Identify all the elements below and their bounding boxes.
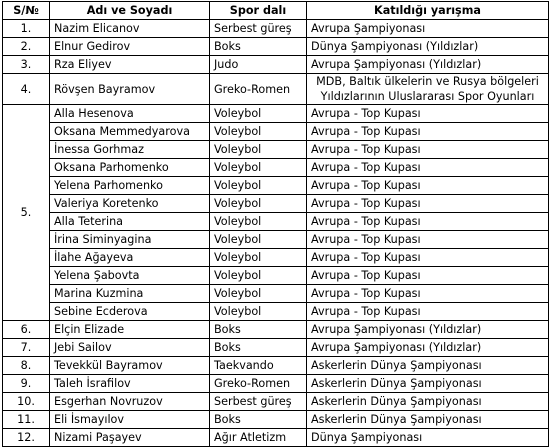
table-row <box>3 357 549 375</box>
athlete-name: Oksana Memmedyarova <box>50 123 210 141</box>
event-name: Dünya Şampiyonası <box>307 429 549 447</box>
sport-name: Voleybol <box>210 231 307 249</box>
athlete-name: Alla Hesenova <box>50 105 210 123</box>
event-name: Avrupa - Top Kupası <box>307 285 549 303</box>
sport-name: Voleybol <box>210 267 307 285</box>
athlete-name: Marina Kuzmina <box>50 285 210 303</box>
athletes-table <box>2 1 549 447</box>
event-name: Askerlerin Dünya Şampiyonası <box>307 357 549 375</box>
sport-name: Voleybol <box>210 249 307 267</box>
event-name: Avrupa Şampiyonası (Yıldızlar) <box>307 321 549 339</box>
athlete-name: Elçin Elizade <box>50 321 210 339</box>
row-number: 1. <box>3 20 50 38</box>
athlete-name: Rza Eliyev <box>50 56 210 74</box>
athlete-name: Alla Teterina <box>50 213 210 231</box>
event-name: Avrupa - Top Kupası <box>307 267 549 285</box>
row-number: 5. <box>3 105 50 321</box>
table-row <box>3 375 549 393</box>
event-name: Avrupa - Top Kupası <box>307 123 549 141</box>
event-name: Avrupa - Top Kupası <box>307 249 549 267</box>
table-row <box>3 213 549 231</box>
sport-name: Serbest güreş <box>210 20 307 38</box>
event-name: Avrupa - Top Kupası <box>307 159 549 177</box>
event-name: Avrupa - Top Kupası <box>307 177 549 195</box>
athlete-name: İrina Siminyagina <box>50 231 210 249</box>
table-row <box>3 177 549 195</box>
athlete-name: İnessa Gorhmaz <box>50 141 210 159</box>
athlete-name: Oksana Parhomenko <box>50 159 210 177</box>
sport-name: Judo <box>210 56 307 74</box>
event-name: Avrupa - Top Kupası <box>307 231 549 249</box>
sport-name: Ağır Atletizm <box>210 429 307 447</box>
sport-name: Voleybol <box>210 177 307 195</box>
athlete-name: Elnur Gedirov <box>50 38 210 56</box>
sport-name: Boks <box>210 321 307 339</box>
event-name: Avrupa - Top Kupası <box>307 195 549 213</box>
table-row <box>3 20 549 38</box>
table-row <box>3 267 549 285</box>
row-number: 6. <box>3 321 50 339</box>
athlete-name: Taleh İsrafilov <box>50 375 210 393</box>
athlete-name: Sebine Ecderova <box>50 303 210 321</box>
sport-name: Voleybol <box>210 159 307 177</box>
header-event: Katıldığı yarışma <box>307 2 549 20</box>
row-number: 3. <box>3 56 50 74</box>
table-row <box>3 38 549 56</box>
event-name: Dünya Şampiyonası (Yıldızlar) <box>307 38 549 56</box>
sport-name: Voleybol <box>210 303 307 321</box>
header-number: S/№ <box>3 2 50 20</box>
sport-name: Voleybol <box>210 105 307 123</box>
table-row <box>3 141 549 159</box>
table-row <box>3 195 549 213</box>
header-sport: Spor dalı <box>210 2 307 20</box>
sport-name: Voleybol <box>210 141 307 159</box>
sport-name: Voleybol <box>210 285 307 303</box>
event-name: Avrupa - Top Kupası <box>307 141 549 159</box>
athlete-name: Rövşen Bayramov <box>50 74 210 105</box>
athlete-name: Nizami Paşayev <box>50 429 210 447</box>
table-row <box>3 159 549 177</box>
athlete-name: Valeriya Koretenko <box>50 195 210 213</box>
row-number: 8. <box>3 357 50 375</box>
table-row <box>3 249 549 267</box>
sport-name: Boks <box>210 38 307 56</box>
event-name: Avrupa Şampiyonası <box>307 20 549 38</box>
row-number: 2. <box>3 38 50 56</box>
sport-name: Taekvando <box>210 357 307 375</box>
table-row <box>3 123 549 141</box>
row-number: 4. <box>3 74 50 105</box>
sport-name: Serbest güreş <box>210 393 307 411</box>
athlete-name: Tevekkül Bayramov <box>50 357 210 375</box>
row-number: 9. <box>3 375 50 393</box>
table-row <box>3 411 549 429</box>
table-row <box>3 105 549 123</box>
table-row <box>3 285 549 303</box>
header-row <box>3 2 549 20</box>
row-number: 12. <box>3 429 50 447</box>
table-row <box>3 393 549 411</box>
sport-name: Voleybol <box>210 123 307 141</box>
event-name: Avrupa - Top Kupası <box>307 105 549 123</box>
event-name: Askerlerin Dünya Şampiyonası <box>307 411 549 429</box>
event-name: MDB, Baltık ülkelerin ve Rusya bölgeleri Yıldızlarının Uluslararası Spor Oyunları <box>307 74 549 105</box>
table-row <box>3 429 549 447</box>
sport-name: Boks <box>210 411 307 429</box>
table-row <box>3 231 549 249</box>
row-number: 10. <box>3 393 50 411</box>
table-row <box>3 74 549 105</box>
sport-name: Boks <box>210 339 307 357</box>
event-name: Askerlerin Dünya Şampiyonası <box>307 375 549 393</box>
sport-name: Voleybol <box>210 213 307 231</box>
athlete-name: Yelena Parhomenko <box>50 177 210 195</box>
sport-name: Greko-Romen <box>210 74 307 105</box>
row-number: 11. <box>3 411 50 429</box>
event-name: Askerlerin Dünya Şampiyonası <box>307 393 549 411</box>
sport-name: Voleybol <box>210 195 307 213</box>
athlete-name: Eli İsmayılov <box>50 411 210 429</box>
athlete-name: Esgerhan Novruzov <box>50 393 210 411</box>
event-name: Avrupa Şampiyonası (Yıldızlar) <box>307 339 549 357</box>
event-name: Avrupa - Top Kupası <box>307 303 549 321</box>
athlete-name: Yelena Şabovta <box>50 267 210 285</box>
row-number: 7. <box>3 339 50 357</box>
table-row <box>3 321 549 339</box>
header-name: Adı ve Soyadı <box>50 2 210 20</box>
athlete-name: Jebi Sailov <box>50 339 210 357</box>
athlete-name: Nazim Elicanov <box>50 20 210 38</box>
event-name: Avrupa Şampiyonası (Yıldızlar) <box>307 56 549 74</box>
table-row <box>3 303 549 321</box>
table-row <box>3 56 549 74</box>
athlete-name: İlahe Ağayeva <box>50 249 210 267</box>
sport-name: Greko-Romen <box>210 375 307 393</box>
event-name: Avrupa - Top Kupası <box>307 213 549 231</box>
table-row <box>3 339 549 357</box>
